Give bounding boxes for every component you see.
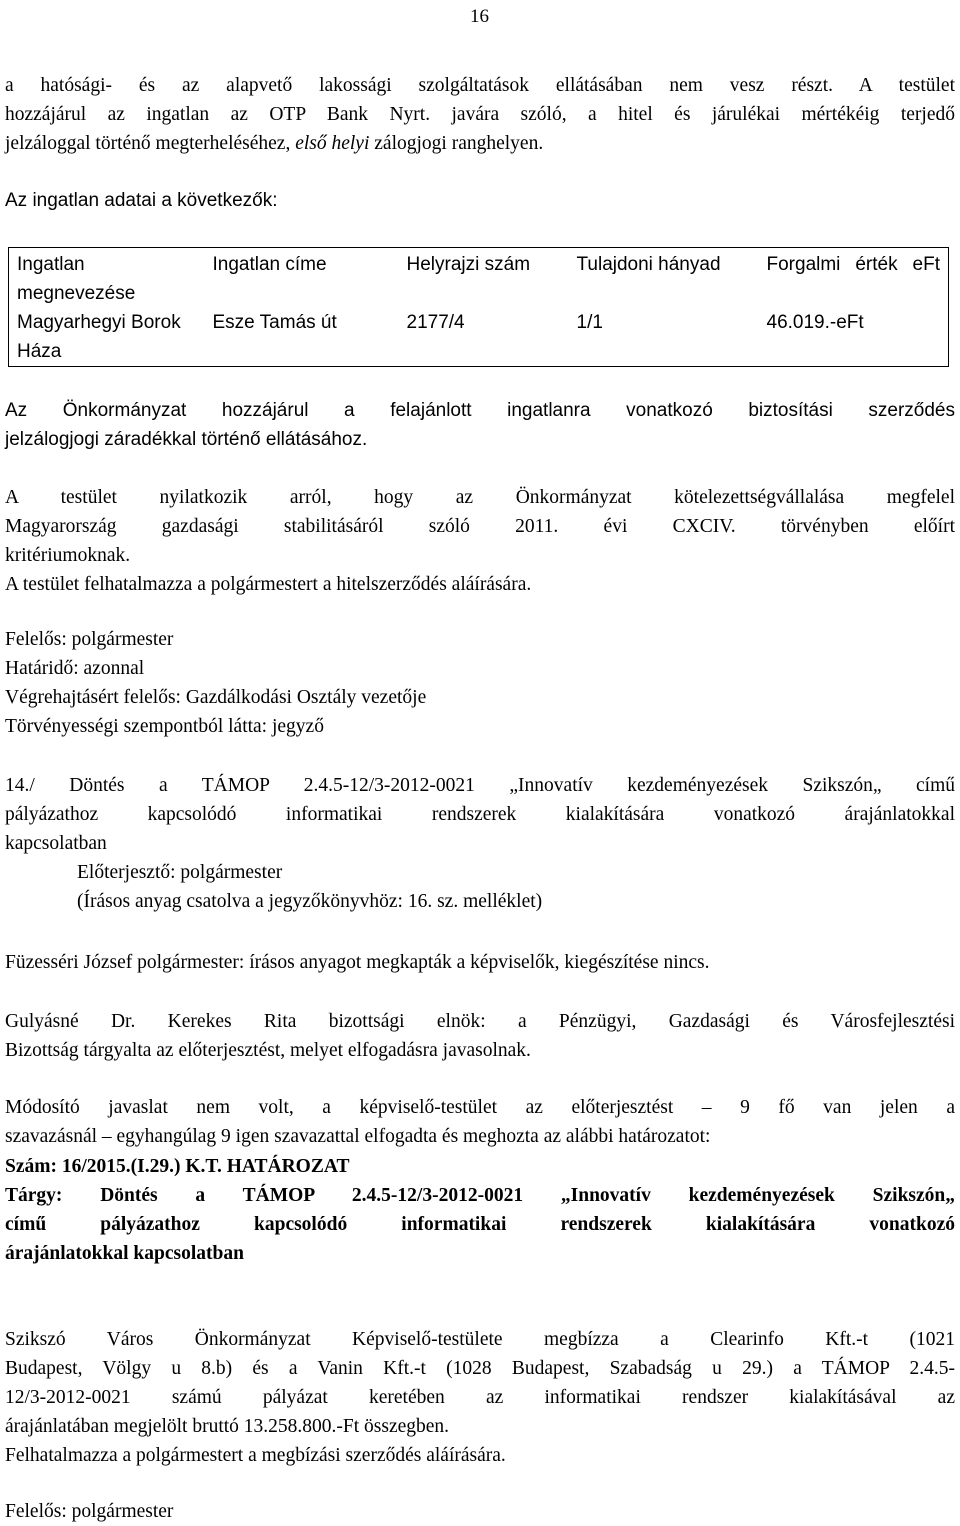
header-market-value: Forgalmi érték eFt <box>766 254 940 275</box>
cell-ownership-share: 1/1 <box>576 312 603 333</box>
page-number: 16 <box>470 6 489 27</box>
cell-address: Esze Tamás út <box>212 312 337 333</box>
mandate-paragraph <box>5 1325 955 1470</box>
intro-paragraph <box>5 71 955 158</box>
declaration-paragraph <box>5 483 955 599</box>
intro-line-3-a: jelzáloggal történő megterheléséhez, <box>5 133 291 154</box>
responsibility-block <box>5 625 955 741</box>
legal-review: Törvényességi szempontból látta: jegyző <box>5 716 324 737</box>
committee-line-2: Bizottság tárgyalta az előterjesztést, melyet elfogadásra javasolnak. <box>5 1040 531 1061</box>
item14-line-1: 14./ Döntés a TÁMOP 2.4.5-12/3-2012-0021 „Innovatív kezdeményezések Szikszón„ című <box>5 775 955 796</box>
intro-line-3-emphasis: első helyi <box>295 133 370 154</box>
property-table <box>8 247 949 367</box>
intro-line-1: a hatósági- és az alapvető lakossági szolgáltatások ellátásában nem vesz részt. A testület <box>5 75 955 96</box>
item14-attachment: (Írásos anyag csatolva a jegyzőkönyvhöz: 16. sz. melléklet) <box>77 891 543 912</box>
vote-line-2: szavazásnál – egyhangúlag 9 igen szavazattal elfogadta és meghozta az alábbi határozatot: <box>5 1126 711 1147</box>
item14-line-3: kapcsolatban <box>5 833 107 854</box>
property-table-row <box>9 308 949 367</box>
resolution-subject-line-3: árajánlatokkal kapcsolatban <box>5 1243 244 1264</box>
declaration-line-4: A testület felhatalmazza a polgármestert a hitelszerződés aláírására. <box>5 574 532 595</box>
vote-paragraph <box>5 1093 955 1151</box>
consent-line-1: Az Önkormányzat hozzájárul a felajánlott ingatlanra vonatkozó biztosítási szerződés <box>5 400 955 421</box>
mandate-line-4: árajánlatában megjelölt bruttó 13.258.800.-Ft összegben. <box>5 1416 450 1437</box>
header-ownership-share: Tulajdoni hányad <box>576 254 721 275</box>
vote-line-1: Módosító javaslat nem volt, a képviselő-testület az előterjesztést – 9 fő van jelen a <box>5 1097 955 1118</box>
declaration-line-3: kritériumoknak. <box>5 545 131 566</box>
property-heading: Az ingatlan adatai a következők: <box>5 190 278 211</box>
resolution-number: Szám: 16/2015.(I.29.) K.T. HATÁROZAT <box>5 1156 350 1177</box>
executor: Végrehajtásért felelős: Gazdálkodási Osztály vezetője <box>5 687 427 708</box>
cell-market-value: 46.019.-eFt <box>766 312 864 333</box>
final-responsible: Felelős: polgármester <box>5 1501 174 1522</box>
property-table-header-row <box>9 248 949 309</box>
mandate-line-1: Szikszó Város Önkormányzat Képviselő-testülete megbízza a Clearinfo Kft.-t (1021 <box>5 1329 955 1350</box>
agenda-item-14 <box>5 771 955 916</box>
declaration-line-1: A testület nyilatkozik arról, hogy az Önkormányzat kötelezettségvállalása megfelel <box>5 487 955 508</box>
mayor-statement: Füzesséri József polgármester: írásos anyagot megkapták a képviselők, kiegészítése nincs. <box>5 952 710 973</box>
item14-line-2: pályázathoz kapcsolódó informatikai rendszerek kialakítására vonatkozó árajánlatokkal <box>5 804 955 825</box>
consent-paragraph <box>5 396 955 454</box>
mandate-line-2: Budapest, Völgy u 8.b) és a Vanin Kft.-t (1028 Budapest, Szabadság u 29.) a TÁMOP 2.4.5- <box>5 1358 955 1379</box>
resolution-header <box>5 1152 955 1268</box>
declaration-line-2: Magyarország gazdasági stabilitásáról szóló 2011. évi CXCIV. törvényben előírt <box>5 516 955 537</box>
cell-name: Magyarhegyi Borok Háza <box>17 312 181 362</box>
consent-line-2: jelzálogjogi záradékkal történő ellátásához. <box>5 429 368 450</box>
intro-line-3 <box>5 129 955 158</box>
item14-presenter: Előterjesztő: polgármester <box>77 862 283 883</box>
intro-line-3-b: zálogjogi ranghelyen. <box>374 133 544 154</box>
mandate-line-3: 12/3-2012-0021 számú pályázat keretében az informatikai rendszer kialakításával az <box>5 1387 955 1408</box>
intro-line-2: hozzájárul az ingatlan az OTP Bank Nyrt. javára szóló, a hitel és járulékai mértékéig terjedő <box>5 104 955 125</box>
committee-line-1: Gulyásné Dr. Kerekes Rita bizottsági elnök: a Pénzügyi, Gazdasági és Városfejlesztési <box>5 1011 955 1032</box>
header-lot-number: Helyrajzi szám <box>406 254 531 275</box>
mandate-line-5: Felhatalmazza a polgármestert a megbízási szerződés aláírására. <box>5 1445 506 1466</box>
deadline: Határidő: azonnal <box>5 658 145 679</box>
cell-lot-number: 2177/4 <box>406 312 465 333</box>
committee-statement <box>5 1007 955 1065</box>
header-name: Ingatlan megnevezése <box>17 254 136 304</box>
responsible: Felelős: polgármester <box>5 629 174 650</box>
resolution-subject-line-2: című pályázathoz kapcsolódó informatikai rendszerek kialakítására vonatkozó <box>5 1214 955 1235</box>
header-address: Ingatlan címe <box>212 254 327 275</box>
resolution-subject-line-1: Tárgy: Döntés a TÁMOP 2.4.5-12/3-2012-0021 „Innovatív kezdeményezések Szikszón„ <box>5 1185 955 1206</box>
